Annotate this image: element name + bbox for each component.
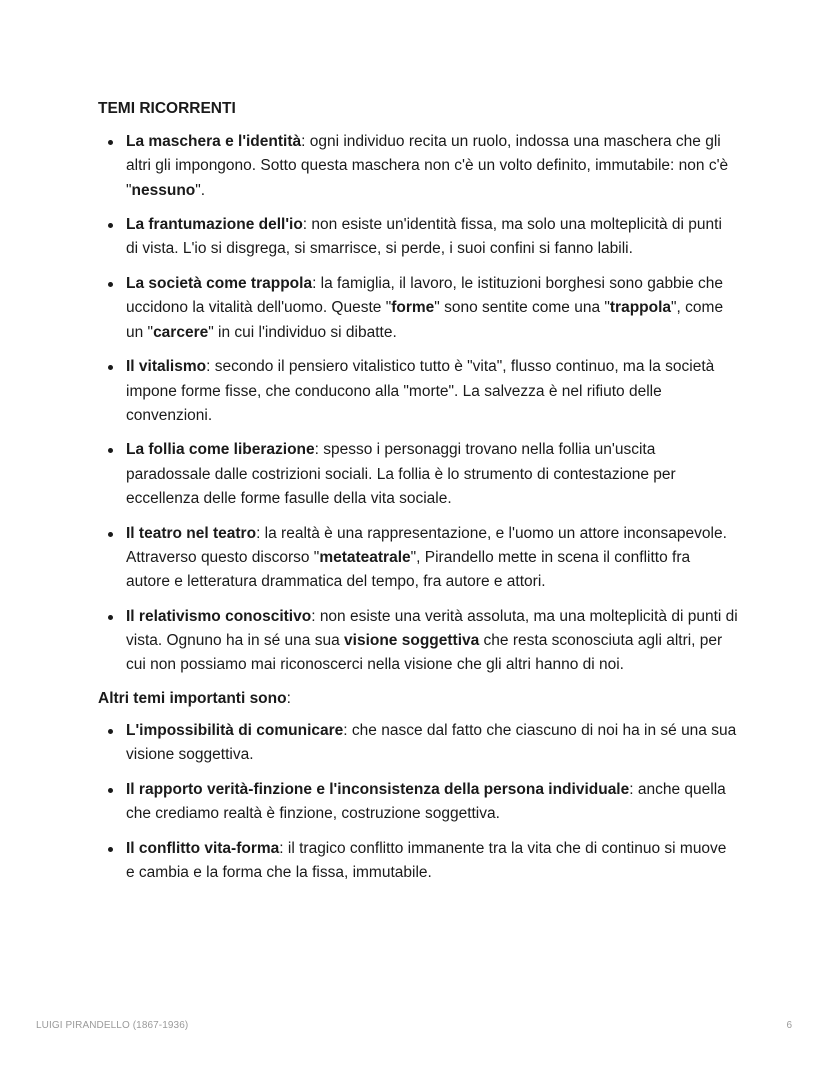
list-item-teatro: Il teatro nel teatro: la realtà è una rappresentazione, e l'uomo un attore inconsapevole. Attraverso questo discorso "metateatrale", Pirandello mette in scena il conflitto fra autore e letteratura drammatica del tempo, fra autore e attori. xyxy=(98,522,738,595)
theme-title: Il vitalismo xyxy=(126,358,207,376)
theme-title: La follia come liberazione xyxy=(126,441,315,459)
footer-title: LUIGI PIRANDELLO (1867-1936) xyxy=(36,1020,189,1031)
theme-title: Il relativismo conoscitivo xyxy=(126,607,312,625)
theme-title: L'impossibilità di comunicare xyxy=(126,722,344,740)
theme-title: La frantumazione dell'io xyxy=(126,216,303,234)
list-item-maschera: La maschera e l'identità: ogni individuo recita un ruolo, indossa una maschera che gli altri gli impongono. Sotto questa maschera non c'è un volto definito, immutabile: non c'è "nessuno". xyxy=(98,130,738,203)
list-item-vita-forma: Il conflitto vita-forma: il tragico conflitto immanente tra la vita che di continuo si muove e cambia e la forma che la fissa, immutabile. xyxy=(98,837,738,886)
theme-title: Il conflitto vita-forma xyxy=(126,839,280,857)
other-themes-list xyxy=(98,719,738,885)
theme-title: Il rapporto verità-finzione e l'inconsistenza della persona individuale xyxy=(126,780,630,798)
themes-list xyxy=(98,130,738,678)
page-content xyxy=(98,98,738,896)
list-item-relativismo: Il relativismo conoscitivo: non esiste una verità assoluta, ma una molteplicità di punti di vista. Ognuno ha in sé una sua visione soggettiva che resta sconosciuta agli altri, per cui non possiamo mai riconoscerci nella visione che gli altri hanno di noi. xyxy=(98,605,738,678)
list-item-verita-finzione: Il rapporto verità-finzione e l'inconsistenza della persona individuale: anche quella che crediamo realtà è finzione, costruzione soggettiva. xyxy=(98,778,738,827)
list-item-comunicare: L'impossibilità di comunicare: che nasce dal fatto che ciascuno di noi ha in sé una sua visione soggettiva. xyxy=(98,719,738,768)
list-item-frantumazione: La frantumazione dell'io: non esiste un'identità fissa, ma solo una molteplicità di punti di vista. L'io si disgrega, si smarrisce, si perde, i suoi confini si fanno labili. xyxy=(98,213,738,262)
list-item-societa: La società come trappola: la famiglia, il lavoro, le istituzioni borghesi sono gabbie che uccidono la vitalità dell'uomo. Queste "forme" sono sentite come una "trappola", come un "carcere" in cui l'individuo si dibatte. xyxy=(98,272,738,345)
page-number: 6 xyxy=(786,1020,792,1031)
theme-title: Il teatro nel teatro xyxy=(126,524,257,542)
list-item-follia: La follia come liberazione: spesso i personaggi trovano nella follia un'uscita paradossale dalle costrizioni sociali. La follia è lo strumento di contestazione per eccellenza delle forme fasulle della vita sociale. xyxy=(98,438,738,511)
theme-title: La maschera e l'identità xyxy=(126,133,302,150)
section-title: TEMI RICORRENTI xyxy=(98,100,236,117)
other-themes-heading: Altri temi importanti sono: xyxy=(98,690,291,708)
list-item-vitalismo: Il vitalismo: secondo il pensiero vitalistico tutto è "vita", flusso continuo, ma la società impone forme fisse, che conducono alla "morte". La salvezza è nel rifiuto delle convenzioni. xyxy=(98,355,738,428)
theme-title: La società come trappola xyxy=(126,275,313,293)
